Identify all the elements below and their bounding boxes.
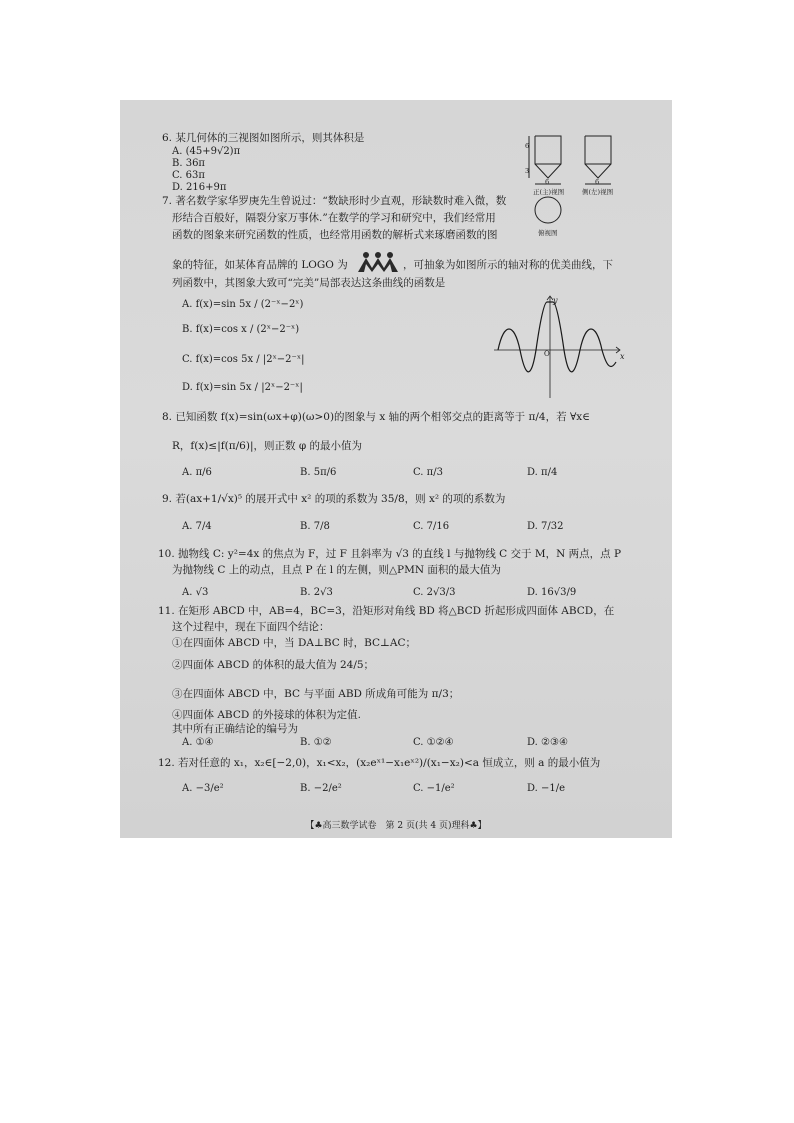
question-10-option-a: A. √3 bbox=[182, 587, 209, 598]
question-12-option-b: B. −2/e² bbox=[300, 783, 342, 794]
graph-x-label: x bbox=[620, 352, 625, 361]
fig-dim-side-width: 6 bbox=[595, 178, 600, 186]
fig-dim-cone: 3 bbox=[525, 167, 530, 175]
page-footer: 【♣高三数学试卷 第 2 页(共 4 页)理科♣】 bbox=[305, 821, 487, 831]
question-6-option-b: B. 36π bbox=[172, 158, 206, 169]
question-8-option-a: A. π/6 bbox=[182, 467, 212, 478]
question-7-line-4a: 象的特征，如某体育品牌的 LOGO 为 bbox=[172, 259, 348, 271]
question-11-item-4: ④四面体 ABCD 的外接球的体积为定值. bbox=[172, 709, 361, 721]
question-7-line-3: 函数的图象来研究函数的性质，也经常用函数的解析式来琢磨函数的图 bbox=[172, 229, 498, 241]
question-8-line-1: 8. 已知函数 f(x)=sin(ωx+φ)(ω>0)的图象与 x 轴的两个相邻交点的距离等于 π/4，若 ∀x∈ bbox=[162, 411, 590, 423]
question-11-option-a: A. ①④ bbox=[182, 737, 214, 748]
side-view-label: 侧(左)视图 bbox=[582, 188, 614, 196]
question-8-line-2: R，f(x)≤|f(π/6)|，则正数 φ 的最小值为 bbox=[172, 440, 363, 452]
question-11-item-3: ③在四面体 ABCD 中，BC 与平面 ABD 所成角可能为 π/3； bbox=[172, 688, 460, 700]
fig-dim-height: 6 bbox=[525, 142, 530, 150]
question-8-option-d: D. π/4 bbox=[527, 467, 558, 478]
question-7-line-1: 7. 著名数学家华罗庚先生曾说过：“数缺形时少直观，形缺数时难入微，数 bbox=[162, 195, 507, 207]
question-11-line-1: 11. 在矩形 ABCD 中，AB=4，BC=3，沿矩形对角线 BD 将△BCD 折起形成四面体 ABCD，在 bbox=[158, 605, 615, 617]
question-10-option-c: C. 2√3/3 bbox=[413, 587, 456, 598]
question-7-option-d: D. f(x)=sin 5x / |2ˣ−2⁻ˣ| bbox=[182, 382, 303, 393]
question-7-line-5: 列函数中，其图象大致可“完美”局部表达这条曲线的函数是 bbox=[172, 277, 446, 289]
three-view-figure bbox=[515, 128, 645, 238]
question-7-option-b: B. f(x)=cos x / (2ˣ−2⁻ˣ) bbox=[182, 324, 300, 335]
graph-y-label: y bbox=[553, 296, 558, 305]
question-11-line-2: 这个过程中，现在下面四个结论： bbox=[172, 621, 330, 633]
question-10-option-b: B. 2√3 bbox=[300, 587, 333, 598]
question-12-option-c: C. −1/e² bbox=[413, 783, 455, 794]
question-12-option-a: A. −3/e² bbox=[182, 783, 224, 794]
question-6-option-d: D. 216+9π bbox=[172, 182, 227, 193]
question-9-stem: 9. 若(ax+1/√x)⁵ 的展开式中 x² 的项的系数为 35/8，则 x² 的项的系数为 bbox=[162, 493, 506, 505]
logo-curve bbox=[498, 302, 616, 372]
question-7-option-c: C. f(x)=cos 5x / |2ˣ−2⁻ˣ| bbox=[182, 354, 305, 365]
question-7-line-2: 形结合百般好，隔裂分家万事休.”在数学的学习和研究中，我们经常用 bbox=[172, 212, 496, 224]
question-10-option-d: D. 16√3/9 bbox=[527, 587, 577, 598]
question-9-option-c: C. 7/16 bbox=[413, 521, 450, 532]
question-11-option-c: C. ①②④ bbox=[413, 737, 454, 748]
question-11-item-2: ②四面体 ABCD 的体积的最大值为 24/5； bbox=[172, 659, 375, 671]
sports-logo-icon bbox=[356, 250, 400, 274]
question-8-option-c: C. π/3 bbox=[413, 467, 443, 478]
fig-dim-front-width: 6 bbox=[545, 178, 550, 186]
question-11-option-d: D. ②③④ bbox=[527, 737, 568, 748]
front-view-label: 正(主)视图 bbox=[533, 188, 565, 196]
exam-page-photo bbox=[120, 100, 672, 838]
function-graph bbox=[492, 292, 624, 402]
question-11-option-b: B. ①② bbox=[300, 737, 332, 748]
question-12-stem: 12. 若对任意的 x₁，x₂∈[−2,0)，x₁<x₂，(x₂eˣ¹−x₁eˣ²)/(x₁−x₂)<a 恒成立，则 a 的最小值为 bbox=[158, 757, 601, 769]
question-10-line-2: 为抛物线 C 上的动点，且点 P 在 l 的左侧，则△PMN 面积的最大值为 bbox=[172, 564, 501, 576]
question-9-option-b: B. 7/8 bbox=[300, 521, 330, 532]
question-6-stem: 6. 某几何体的三视图如图所示，则其体积是 bbox=[162, 132, 365, 144]
question-9-option-a: A. 7/4 bbox=[182, 521, 212, 532]
question-7-option-a: A. f(x)=sin 5x / (2⁻ˣ−2ˣ) bbox=[182, 299, 304, 310]
graph-origin-label: O bbox=[544, 350, 550, 358]
question-6-option-a: A. (45+9√2)π bbox=[172, 146, 241, 157]
question-8-option-b: B. 5π/6 bbox=[300, 467, 337, 478]
question-12-option-d: D. −1/e bbox=[527, 783, 566, 794]
question-11-item-1: ①在四面体 ABCD 中，当 DA⊥BC 时，BC⊥AC； bbox=[172, 637, 417, 649]
question-10-line-1: 10. 抛物线 C: y²=4x 的焦点为 F，过 F 且斜率为 √3 的直线 l 与抛物线 C 交于 M，N 两点，点 P bbox=[158, 548, 622, 560]
question-6-option-c: C. 63π bbox=[172, 170, 205, 181]
question-7-line-4b: ，可抽象为如图所示的轴对称的优美曲线，下 bbox=[403, 259, 613, 271]
question-9-option-d: D. 7/32 bbox=[527, 521, 564, 532]
question-11-line-3: 其中所有正确结论的编号为 bbox=[172, 723, 298, 735]
top-view-label: 俯视图 bbox=[538, 229, 558, 237]
